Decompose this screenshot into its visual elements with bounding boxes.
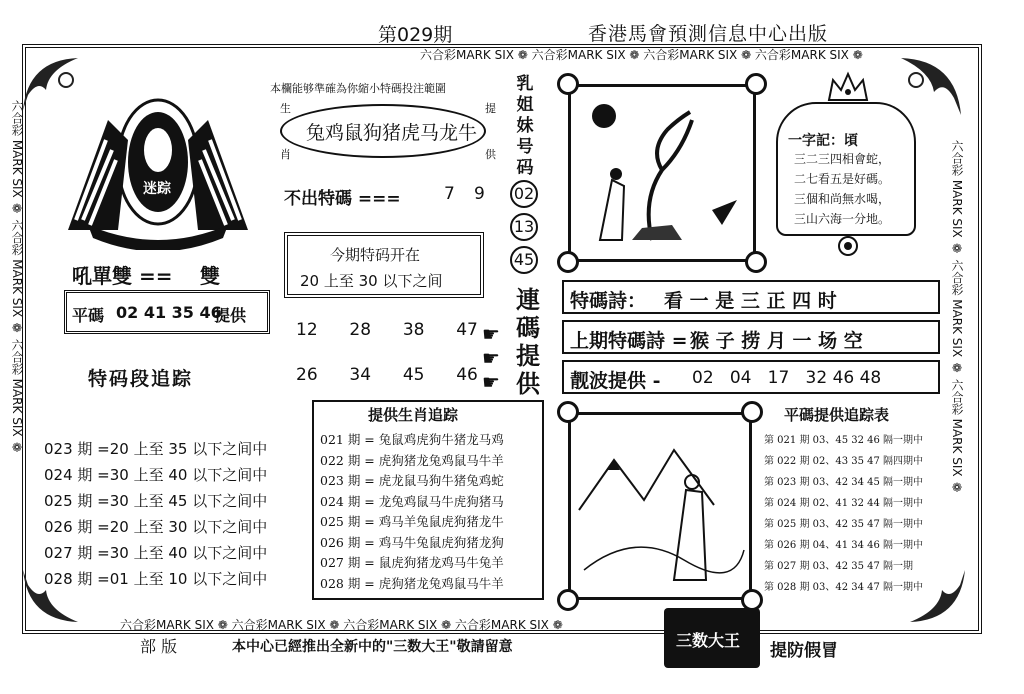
footer-stamp-text: 三数大王: [676, 631, 741, 650]
left-border-strip: 六合彩 MARK SIX ❁ 六合彩 MARK SIX ❁ 六合彩 MARK SIX ❁: [10, 100, 24, 455]
footer-right: 提防假冒: [770, 641, 838, 661]
number-cell: 26: [296, 365, 318, 385]
table-row: 021 期 = 兔鼠鸡虎狗牛猪龙马鸡: [320, 432, 504, 447]
footer-middle: 本中心已經推出全新中的"三数大王"敬請留意: [232, 639, 513, 655]
table-row: 第 021 期 03、45 32 46 隔一期中: [764, 435, 924, 446]
zodiac-right-bottom: 供: [485, 148, 496, 161]
special-poem-text: 看 一 是 三 正 四 时: [664, 290, 837, 312]
lian-ma-char: 提: [516, 341, 540, 370]
exclude-n1: 7: [444, 184, 455, 204]
number-cell: 12: [296, 320, 318, 340]
table-row: 028 期 = 虎狗猪龙兔鸡鼠马牛羊: [320, 575, 504, 591]
table-row: 026 期 = 鸡马牛兔鼠虎狗猪龙狗: [320, 534, 504, 550]
number-cell: 28: [349, 320, 372, 340]
range-line1: 今期特码开在: [330, 246, 421, 264]
poem-card-line: 三個和尚無水喝，: [794, 192, 891, 206]
logo-mark: 迷踪: [143, 181, 171, 197]
flat-track-title: 平碼提供追踪表: [784, 406, 890, 424]
zodiac-left-bottom: 肖: [280, 148, 291, 161]
list-item: 028 期 =01 上至 10 以下之间中: [44, 570, 268, 588]
footer-left: 部 版: [140, 637, 178, 656]
sister-title-char: 号: [516, 137, 534, 157]
top-border-strip: 六合彩MARK SIX ❁ 六合彩MARK SIX ❁ 六合彩MARK SIX ❁ 六合彩MARK SIX ❁: [420, 48, 863, 62]
number-cell: 38: [402, 320, 425, 340]
sister-title-char: 妹: [516, 116, 534, 136]
crown-icon: [825, 70, 871, 104]
list-item: 027 期 =30 上至 40 以下之间中: [44, 544, 268, 562]
number-row-1: [296, 320, 504, 340]
range-line2: 20 上至 30 以下之间: [300, 272, 443, 290]
flat-track-rows: [764, 430, 923, 598]
lian-ma-char: 碼: [516, 313, 540, 342]
sister-title-char: 码: [516, 158, 534, 178]
zodiac-left-top: 生: [280, 102, 291, 115]
poem-card-line: 三二三四相會蛇，: [794, 152, 891, 166]
poem-card-title: 一字記：頃: [788, 133, 858, 149]
sister-code: 02: [510, 180, 538, 208]
table-row: 022 期 = 虎狗猪龙兔鸡鼠马牛羊: [320, 452, 504, 468]
zodiac-track-title: 提供生肖追踪: [368, 406, 459, 424]
zodiac-title: 本欄能够準確為你縮小特碼投注範圍: [270, 82, 446, 95]
table-row: 023 期 = 虎龙鼠马狗牛猪兔鸡蛇: [320, 473, 504, 488]
special-poem-label: 特碼詩：: [570, 290, 647, 312]
table-row: 第 028 期 03、42 34 47 隔一期中: [764, 582, 924, 593]
number-cell: 45: [402, 365, 425, 385]
poem-card-line: 三山六海一分地。: [794, 212, 891, 226]
sister-code: 13: [510, 213, 538, 241]
zodiac-track-rows: [320, 430, 504, 594]
zodiac-right-top: 提: [485, 102, 496, 115]
scholar-tree-icon: [572, 90, 752, 258]
mountain-sage-icon: [574, 420, 746, 594]
flat-code-suffix: 提供: [214, 306, 247, 325]
issue-number: 第029期: [378, 24, 453, 46]
pointing-hand-icon: ☛: [482, 370, 500, 394]
special-track-label: 特码段追踪: [88, 368, 194, 390]
right-border-strip: 六合彩 MARK SIX ❁ 六合彩 MARK SIX ❁ 六合彩 MARK SIX ❁: [950, 140, 964, 495]
odd-even-value: 雙: [200, 264, 220, 288]
list-item: 024 期 =30 上至 40 以下之间中: [44, 466, 268, 484]
color-wave-label: 靓波提供 -: [570, 370, 661, 392]
flower-icon: [836, 234, 860, 258]
last-poem-label: 上期特碼詩 =: [570, 330, 688, 352]
sister-code: 45: [510, 246, 538, 274]
sister-title-char: 姐: [516, 95, 534, 115]
list-item: 026 期 =20 上至 30 以下之间中: [44, 518, 268, 536]
table-row: 第 026 期 04、41 34 46 隔一期中: [764, 540, 924, 551]
table-row: 025 期 = 鸡马羊兔鼠虎狗猪龙牛: [320, 514, 504, 529]
list-item: 025 期 =30 上至 45 以下之间中: [44, 492, 268, 510]
flat-code-label: 平碼: [72, 306, 105, 325]
number-cell: 34: [349, 365, 372, 385]
pointing-hand-icon: ☛: [482, 322, 500, 346]
table-row: 第 027 期 03、42 35 47 隔一期: [764, 561, 914, 572]
zodiac-animals: 兔鸡鼠狗猪虎马龙牛: [306, 122, 478, 144]
publisher-title: 香港馬會預測信息中心出版: [588, 23, 829, 45]
number-row-2: [296, 365, 504, 385]
pointing-hand-icon: ☛: [482, 346, 500, 370]
flat-code-numbers: 02 41 35 46: [116, 303, 222, 322]
number-cell: 46: [456, 365, 478, 385]
table-row: 第 022 期 02、43 35 47 隔四期中: [764, 456, 924, 467]
exclude-label: 不出特碼 ===: [284, 189, 401, 209]
table-row: 027 期 = 鼠虎狗猪龙鸡马牛兔羊: [320, 555, 504, 570]
table-row: 第 025 期 03、42 35 47 隔一期中: [764, 519, 924, 530]
history-list: [44, 436, 267, 592]
list-item: 023 期 =20 上至 35 以下之间中: [44, 440, 268, 458]
lian-ma-char: 供: [516, 369, 540, 398]
table-row: 第 023 期 03、42 34 45 隔一期中: [764, 477, 924, 488]
bottom-border-strip: 六合彩MARK SIX ❁ 六合彩MARK SIX ❁ 六合彩MARK SIX ❁ 六合彩MARK SIX ❁: [120, 618, 563, 632]
zebra-crest-icon: [48, 80, 268, 250]
odd-even-label: 吼單雙 ==: [72, 264, 173, 288]
poem-card-line: 二七看五是好碼。: [794, 172, 891, 186]
table-row: 024 期 = 龙兔鸡鼠马牛虎狗猪马: [320, 493, 504, 509]
color-wave-numbers: 02 04 17 32 46 48: [692, 368, 882, 388]
lian-ma-char: 連: [516, 285, 540, 314]
last-poem-text: 猴 子 捞 月 一 场 空: [690, 330, 863, 352]
lian-ma-label: [514, 286, 542, 398]
sister-title-char: 乳: [516, 74, 534, 94]
sister-title: [514, 74, 536, 179]
number-cell: 47: [456, 320, 478, 340]
exclude-n2: 9: [474, 184, 485, 204]
table-row: 第 024 期 02、41 32 44 隔一期中: [764, 498, 924, 509]
